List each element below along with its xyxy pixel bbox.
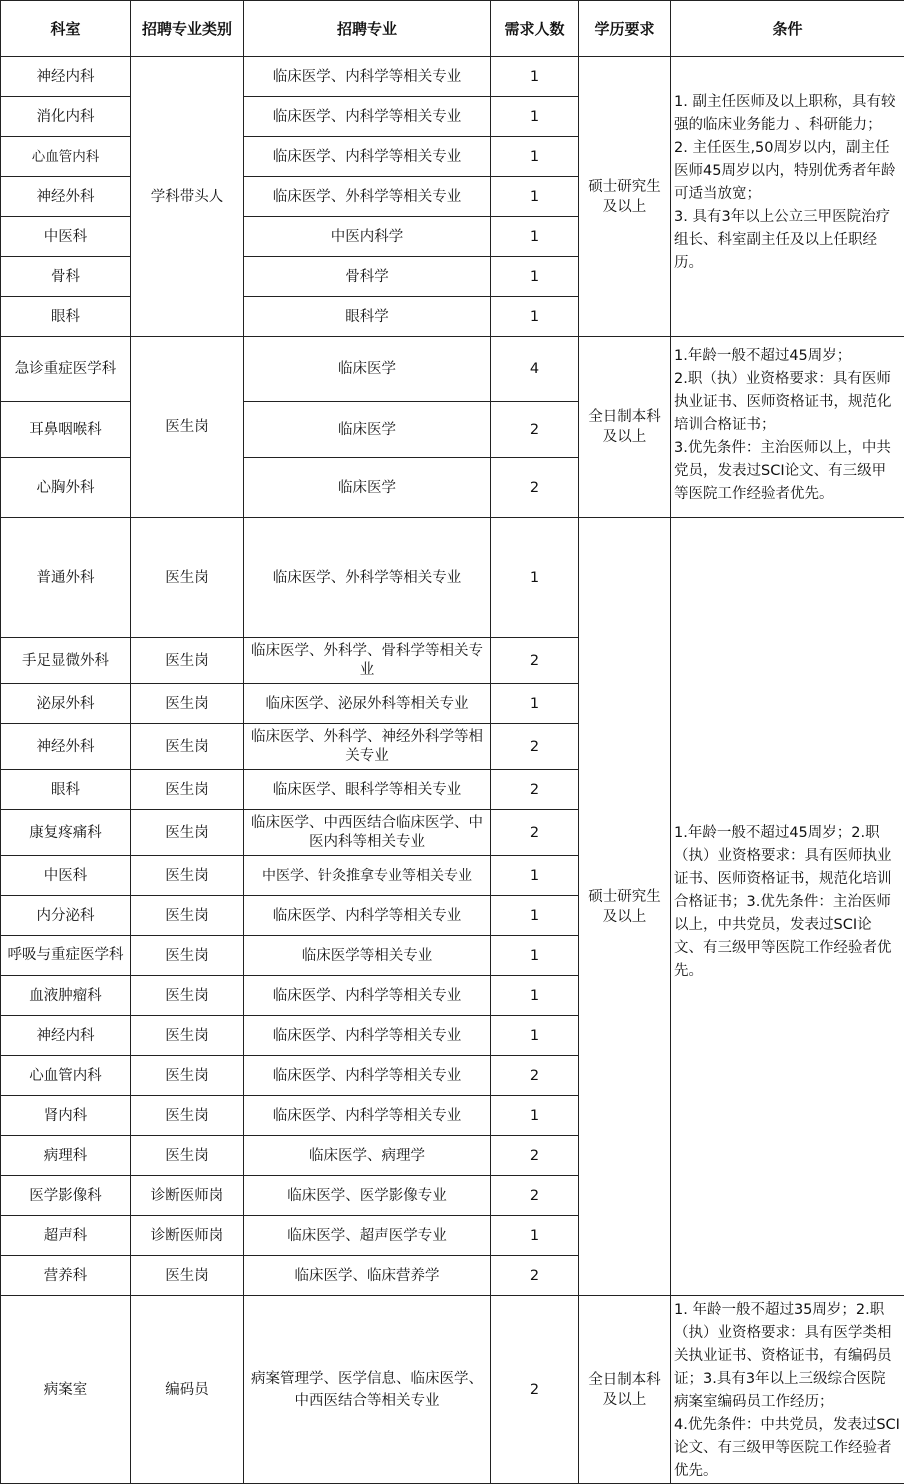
major-cell: 临床医学、外科学、骨科学等相关专业 — [244, 638, 491, 684]
count-cell: 1 — [491, 856, 579, 896]
major-cell: 中医内科学 — [244, 217, 491, 257]
major-cell: 临床医学、内科学等相关专业 — [244, 976, 491, 1016]
count-cell: 1 — [491, 57, 579, 97]
count-cell: 1 — [491, 257, 579, 297]
major-cell: 临床医学 — [244, 458, 491, 518]
major-cell: 临床医学、外科学等相关专业 — [244, 518, 491, 638]
category-cell: 学科带头人 — [131, 57, 244, 337]
category-cell: 医生岗 — [131, 856, 244, 896]
count-cell: 1 — [491, 97, 579, 137]
count-cell: 4 — [491, 337, 579, 402]
education-cell: 硕士研究生及以上 — [579, 57, 671, 337]
dept-cell: 心血管内科 — [1, 1056, 131, 1096]
category-cell: 诊断医师岗 — [131, 1216, 244, 1256]
count-cell: 2 — [491, 1136, 579, 1176]
major-cell: 临床医学、内科学等相关专业 — [244, 57, 491, 97]
header-education: 学历要求 — [579, 1, 671, 57]
count-cell: 2 — [491, 1296, 579, 1484]
major-cell: 临床医学、内科学等相关专业 — [244, 1096, 491, 1136]
count-cell: 1 — [491, 1216, 579, 1256]
count-cell: 1 — [491, 1096, 579, 1136]
category-cell: 医生岗 — [131, 1256, 244, 1296]
category-cell: 编码员 — [131, 1296, 244, 1484]
dept-cell: 病理科 — [1, 1136, 131, 1176]
category-cell: 医生岗 — [131, 684, 244, 724]
count-cell: 1 — [491, 137, 579, 177]
dept-cell: 手足显微外科 — [1, 638, 131, 684]
dept-cell: 泌尿外科 — [1, 684, 131, 724]
dept-cell: 耳鼻咽喉科 — [1, 402, 131, 458]
conditions-cell: 1. 年龄一般不超过35周岁；2.职（执）业资格要求：具有医学类相关执业证书、资格证书，有编码员证；3.具有3年以上三级综合医院病案室编码员工作经历； 4.优先条件：中共党员，发表过SCI论文、有三级甲等医院工作经验者优先。 — [671, 1296, 904, 1484]
category-cell: 医生岗 — [131, 896, 244, 936]
dept-cell: 眼科 — [1, 297, 131, 337]
count-cell: 2 — [491, 458, 579, 518]
header-count: 需求人数 — [491, 1, 579, 57]
dept-cell: 心胸外科 — [1, 458, 131, 518]
major-cell: 临床医学、中西医结合临床医学、中医内科等相关专业 — [244, 810, 491, 856]
dept-cell: 中医科 — [1, 856, 131, 896]
dept-cell: 眼科 — [1, 770, 131, 810]
count-cell: 2 — [491, 402, 579, 458]
major-cell: 中医学、针灸推拿专业等相关专业 — [244, 856, 491, 896]
count-cell: 2 — [491, 1256, 579, 1296]
dept-cell: 消化内科 — [1, 97, 131, 137]
count-cell: 2 — [491, 810, 579, 856]
count-cell: 2 — [491, 724, 579, 770]
dept-cell: 神经内科 — [1, 57, 131, 97]
count-cell: 1 — [491, 177, 579, 217]
major-cell: 临床医学、内科学等相关专业 — [244, 1016, 491, 1056]
table-row — [1, 57, 904, 97]
header-row — [1, 1, 904, 57]
count-cell: 2 — [491, 638, 579, 684]
education-cell: 硕士研究生及以上 — [579, 518, 671, 1296]
major-cell: 临床医学、病理学 — [244, 1136, 491, 1176]
category-cell: 医生岗 — [131, 976, 244, 1016]
count-cell: 2 — [491, 1176, 579, 1216]
header-conditions: 条件 — [671, 1, 904, 57]
major-cell: 临床医学、内科学等相关专业 — [244, 1056, 491, 1096]
count-cell: 1 — [491, 297, 579, 337]
dept-cell: 营养科 — [1, 1256, 131, 1296]
dept-cell: 医学影像科 — [1, 1176, 131, 1216]
category-cell: 医生岗 — [131, 638, 244, 684]
category-cell: 医生岗 — [131, 1016, 244, 1056]
dept-cell: 肾内科 — [1, 1096, 131, 1136]
conditions-cell: 1.年龄一般不超过45周岁；2.职（执）业资格要求：具有医师执业证书、医师资格证书，规范化培训合格证书；3.优先条件：主治医师以上，中共党员，发表过SCI论文、有三级甲等医院工作经验者优先。 — [671, 518, 904, 1296]
count-cell: 1 — [491, 896, 579, 936]
count-cell: 1 — [491, 936, 579, 976]
table-row — [1, 518, 904, 638]
category-cell: 医生岗 — [131, 770, 244, 810]
major-cell: 临床医学、超声医学专业 — [244, 1216, 491, 1256]
major-cell: 临床医学等相关专业 — [244, 936, 491, 976]
dept-cell: 呼吸与重症医学科 — [1, 936, 131, 976]
major-cell: 临床医学、临床营养学 — [244, 1256, 491, 1296]
major-cell: 眼科学 — [244, 297, 491, 337]
dept-cell: 心血管内科 — [1, 137, 131, 177]
major-cell: 临床医学、泌尿外科等相关专业 — [244, 684, 491, 724]
category-cell: 医生岗 — [131, 1056, 244, 1096]
category-cell: 医生岗 — [131, 337, 244, 518]
dept-cell: 血液肿瘤科 — [1, 976, 131, 1016]
category-cell: 诊断医师岗 — [131, 1176, 244, 1216]
dept-cell: 内分泌科 — [1, 896, 131, 936]
count-cell: 1 — [491, 976, 579, 1016]
header-dept: 科室 — [1, 1, 131, 57]
education-cell: 全日制本科及以上 — [579, 1296, 671, 1484]
dept-cell: 神经外科 — [1, 724, 131, 770]
count-cell: 1 — [491, 217, 579, 257]
category-cell: 医生岗 — [131, 1096, 244, 1136]
count-cell: 1 — [491, 518, 579, 638]
header-category: 招聘专业类别 — [131, 1, 244, 57]
category-cell: 医生岗 — [131, 1136, 244, 1176]
dept-cell: 神经内科 — [1, 1016, 131, 1056]
category-cell: 医生岗 — [131, 518, 244, 638]
count-cell: 1 — [491, 684, 579, 724]
conditions-cell: 1. 副主任医师及以上职称，具有较强的临床业务能力 、科研能力； 2. 主任医生,50周岁以内，副主任医师45周岁以内，特别优秀者年龄可适当放宽； 3. 具有3年以上公立三甲医院治疗组长、科室副主任及以上任职经历。 — [671, 57, 904, 337]
dept-cell: 中医科 — [1, 217, 131, 257]
dept-cell: 急诊重症医学科 — [1, 337, 131, 402]
dept-cell: 普通外科 — [1, 518, 131, 638]
category-cell: 医生岗 — [131, 724, 244, 770]
dept-cell: 病案室 — [1, 1296, 131, 1484]
table-row — [1, 1296, 904, 1484]
dept-cell: 康复疼痛科 — [1, 810, 131, 856]
table-row — [1, 337, 904, 402]
dept-cell: 神经外科 — [1, 177, 131, 217]
count-cell: 2 — [491, 1056, 579, 1096]
count-cell: 1 — [491, 1016, 579, 1056]
major-cell: 临床医学、内科学等相关专业 — [244, 97, 491, 137]
major-cell: 临床医学、外科学、神经外科学等相关专业 — [244, 724, 491, 770]
dept-cell: 超声科 — [1, 1216, 131, 1256]
count-cell: 2 — [491, 770, 579, 810]
major-cell: 骨科学 — [244, 257, 491, 297]
dept-cell: 骨科 — [1, 257, 131, 297]
major-cell: 临床医学 — [244, 337, 491, 402]
education-cell: 全日制本科及以上 — [579, 337, 671, 518]
major-cell: 临床医学、外科学等相关专业 — [244, 177, 491, 217]
major-cell: 临床医学、内科学等相关专业 — [244, 896, 491, 936]
major-cell: 临床医学、眼科学等相关专业 — [244, 770, 491, 810]
major-cell: 临床医学、医学影像专业 — [244, 1176, 491, 1216]
major-cell: 临床医学、内科学等相关专业 — [244, 137, 491, 177]
major-cell: 病案管理学、医学信息、临床医学、中西医结合等相关专业 — [244, 1296, 491, 1484]
header-major: 招聘专业 — [244, 1, 491, 57]
category-cell: 医生岗 — [131, 936, 244, 976]
major-cell: 临床医学 — [244, 402, 491, 458]
category-cell: 医生岗 — [131, 810, 244, 856]
conditions-cell: 1.年龄一般不超过45周岁； 2.职（执）业资格要求：具有医师执业证书、医师资格证书，规范化培训合格证书； 3.优先条件：主治医师以上，中共党员，发表过SCI论文、有三级甲等医院工作经验者优先。 — [671, 337, 904, 518]
